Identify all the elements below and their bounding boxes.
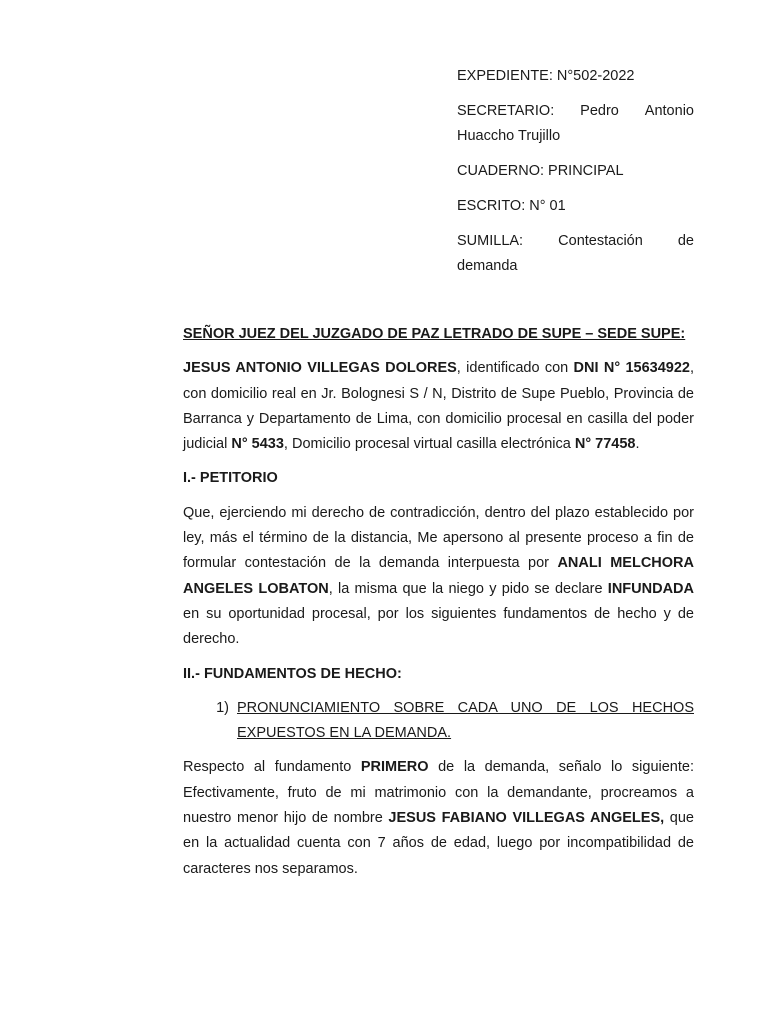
dni-number: DNI N° 15634922 bbox=[573, 360, 690, 377]
primero-word: PRIMERO bbox=[360, 759, 429, 776]
addressee-heading: SEÑOR JUEZ DEL JUZGADO DE PAZ LETRADO DE SUPE – SEDE SUPE: bbox=[183, 326, 686, 342]
fundamento-primero-paragraph bbox=[183, 755, 694, 881]
casilla-number: N° 5433 bbox=[231, 436, 284, 453]
intro-text-4: . bbox=[635, 436, 640, 453]
primero-text-2: de la demanda, señalo lo siguiente: Efectivamente, fruto de mi matrimonio con la demandante, procreamos a nuestro menor hijo de nombre bbox=[183, 759, 694, 827]
numbered-item-1 bbox=[183, 696, 694, 747]
expediente-line: EXPEDIENTE: N°502-2022 bbox=[457, 68, 635, 84]
secretario-word-2: Antonio bbox=[644, 103, 694, 119]
intro-text-1: , identificado con bbox=[456, 360, 574, 377]
intro-paragraph bbox=[183, 356, 694, 457]
petitorio-text-2: , la misma que la niego y pido se declare bbox=[328, 580, 608, 597]
item-1-heading: PRONUNCIAMIENTO SOBRE CADA UNO DE LOS HECHOS EXPUESTOS EN LA DEMANDA. bbox=[237, 699, 694, 742]
intro-text-3: , Domicilio procesal virtual casilla electrónica bbox=[283, 436, 575, 453]
escrito-line: ESCRITO: N° 01 bbox=[457, 198, 566, 214]
case-header bbox=[457, 64, 694, 289]
sumilla-word-2: de bbox=[677, 233, 694, 249]
sumilla-line-2: demanda bbox=[457, 258, 518, 274]
petitorio-text-3: en su oportunidad procesal, por los siguientes fundamentos de hecho y de derecho. bbox=[183, 605, 694, 648]
item-number: 1) bbox=[216, 699, 229, 716]
primero-text-1: Respecto al fundamento bbox=[183, 759, 361, 776]
section-fundamentos-title: II.- FUNDAMENTOS DE HECHO: bbox=[183, 665, 402, 682]
petitorio-text-1: Que, ejerciendo mi derecho de contradicción, dentro del plazo establecido por ley, más el término de la distancia, Me apersono al presente proceso a fin de formular contestación de la demanda interpuesta por bbox=[183, 504, 694, 572]
primero-text-3: que en la actualidad cuenta con 7 años de edad, luego por incompatibilidad de caracteres nos separamos. bbox=[183, 810, 694, 877]
document-body bbox=[183, 322, 694, 891]
plaintiff-name: ANALI MELCHORA ANGELES LOBATON bbox=[183, 555, 694, 597]
sumilla-word-1: Contestación bbox=[558, 233, 643, 249]
secretario-line bbox=[457, 99, 694, 149]
sumilla-label: SUMILLA: bbox=[457, 233, 524, 249]
casilla-virtual-number: N° 77458 bbox=[574, 436, 636, 453]
secretario-label: SECRETARIO: bbox=[457, 103, 555, 119]
cuaderno-line: CUADERNO: PRINCIPAL bbox=[457, 163, 624, 179]
defendant-name: JESUS ANTONIO VILLEGAS DOLORES bbox=[183, 360, 457, 377]
section-petitorio-title: I.- PETITORIO bbox=[183, 470, 278, 487]
intro-text-2: , con domicilio real en Jr. Bolognesi S / N, Distrito de Supe Pueblo, Provincia de Barranca y Departamento de Lima, con domicilio procesal en casilla del poder judicial bbox=[183, 360, 694, 453]
infundada-word: INFUNDADA bbox=[607, 580, 694, 597]
secretario-word-1: Pedro bbox=[580, 103, 619, 119]
secretario-line-2: Huaccho Trujillo bbox=[457, 128, 561, 144]
petitorio-paragraph bbox=[183, 501, 694, 653]
child-name: JESUS FABIANO VILLEGAS ANGELES, bbox=[388, 810, 665, 827]
sumilla-line bbox=[457, 229, 694, 279]
